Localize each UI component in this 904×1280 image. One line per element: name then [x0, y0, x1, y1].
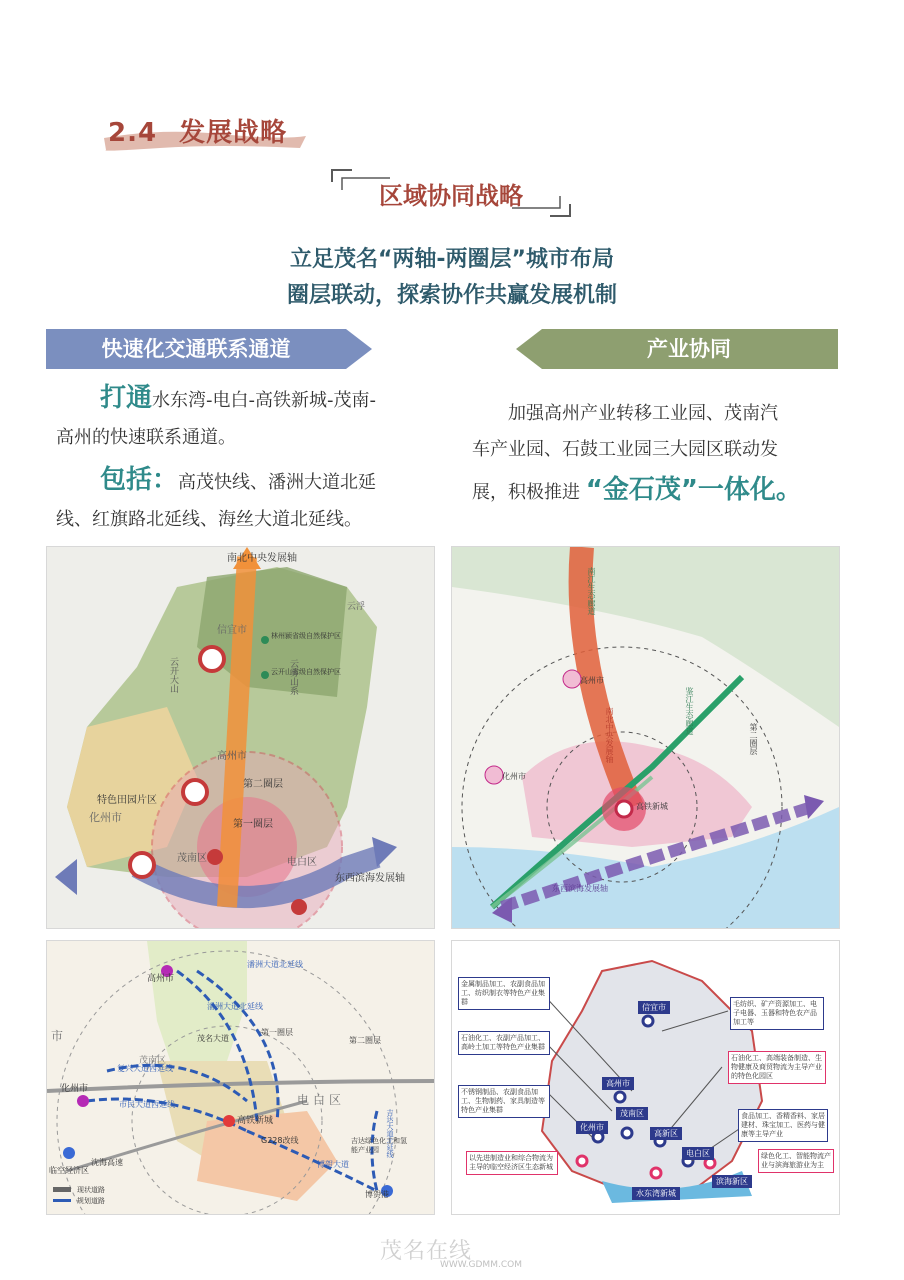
map-regional-axes — [46, 546, 435, 929]
map-industry — [451, 940, 840, 1215]
m4-note6: 石油化工、高端装备制造、生物健康及商贸物流为主导产业的特色化园区 — [728, 1051, 826, 1084]
m4-xinyi: 信宜市 — [638, 1001, 670, 1014]
m1-reserve1: 林州颍省级自然保护区 — [271, 632, 341, 640]
watermark-brand: 茂名在线 — [380, 1239, 473, 1264]
frame-title: 区域协同战略 — [379, 182, 523, 210]
m4-note5: 毛纺织、矿产资源加工、电子电器、玉器和特色农产品加工等 — [730, 997, 824, 1030]
m1-dianbai: 电白区 — [287, 857, 317, 868]
m3-ring2: 第二圈层 — [349, 1036, 381, 1045]
m3-airport: 临空经济区 — [49, 1166, 89, 1175]
m3-legend-plan: 规划道路 — [77, 1197, 105, 1205]
m2-axis-ew: 东西滨海发展轴 — [552, 884, 608, 893]
m1-reserve2: 云开山省级自然保护区 — [271, 668, 341, 676]
m4-huazhou: 化州市 — [576, 1121, 608, 1134]
left-para1-text: 水东湾-电白-高铁新城-茂南- — [152, 390, 376, 411]
section-number: 2.4 — [108, 118, 158, 148]
highlight-baokuo: 包括： — [100, 465, 179, 495]
m4-note7: 食品加工、香精香料、家居建材、珠宝加工、医药与健康等主导产业 — [738, 1109, 828, 1142]
m3-gaozhou: 高州市 — [147, 974, 175, 984]
m4-maonan: 茂南区 — [616, 1107, 648, 1120]
m4-note4: 以先进制造业和综合物流为主导的临空经济区生态新城 — [466, 1151, 558, 1175]
m1-xinyi: 信宜市 — [217, 625, 247, 636]
left-para2-line2: 线、红旗路北延线、海丝大道北延线。 — [56, 509, 362, 530]
highlight-datong: 打通 — [100, 383, 153, 413]
m3-road4: 市民大道西延线 — [119, 1100, 175, 1109]
m1-axis-ns: 南北中央发展轴 — [227, 553, 297, 564]
section-heading — [108, 112, 287, 149]
m3-road9: 茂名大道 — [197, 1034, 229, 1043]
m3-jida: 吉达绿色化工和氢能产业园 — [351, 1137, 407, 1154]
m3-bohe: 博贺港 — [365, 1190, 389, 1199]
m2-core: 高铁新城 — [636, 802, 668, 811]
m3-road8: 吉达大道北延线 — [386, 1109, 394, 1158]
m4-note1: 金属制品加工、农副食品加工、纺织制衣等特色产业集群 — [458, 977, 550, 1010]
m3-huazhou: 化州市 — [61, 1084, 89, 1094]
m4-binhai: 滨海新区 — [712, 1175, 752, 1188]
m3-ring1: 第一圈层 — [261, 1028, 293, 1037]
banner-left-label: 快速化交通联系通道 — [101, 337, 291, 361]
m2-ring2: 第二圈层 — [749, 723, 758, 755]
m1-field: 特色田园片区 — [97, 795, 157, 806]
m4-dianbai: 电白区 — [682, 1147, 714, 1160]
m2-axis-green: 南江生态廊道 — [587, 567, 596, 615]
map-transport — [46, 940, 435, 1215]
m4-note8: 绿色化工、智能物流产业与滨海旅游业为主 — [758, 1149, 834, 1173]
m1-gaozhou: 高州市 — [217, 751, 247, 762]
m4-note2: 石油化工、农副产品加工、高岭土加工等特色产业集群 — [458, 1031, 550, 1055]
right-line2: 车产业园、石鼓工业园三大园区联动发 — [472, 439, 778, 460]
m3-gtxc: 高铁新城 — [237, 1116, 274, 1126]
right-line3-text: 展，积极推进 — [472, 482, 580, 503]
lead-line-1: 立足茂名“两轴-两圈层”城市布局 — [289, 247, 615, 272]
m3-road3: 复兴大道西延线 — [117, 1064, 173, 1073]
m3-road7: 博贺大道 — [317, 1160, 349, 1169]
m1-maonan: 茂南区 — [177, 853, 207, 864]
left-para2-line1 — [100, 462, 430, 501]
left-para1-line1 — [100, 380, 440, 419]
m3-legend-now: 现状道路 — [77, 1186, 105, 1194]
m1-ring1: 第一圈层 — [233, 819, 273, 830]
highlight-jinshimao: “金石茂”一体化。 — [585, 475, 802, 505]
m3-shi: 市 — [51, 1029, 64, 1043]
m1-cloud: 云浮 — [347, 602, 366, 612]
m3-road6: 沈海高速 — [91, 1158, 123, 1167]
m1-huazhou: 化州市 — [89, 811, 122, 824]
left-para2-text: 高茂快线、潘洲大道北延 — [178, 472, 377, 493]
m4-gaozhou: 高州市 — [602, 1077, 634, 1090]
m2-gaozhou: 高州市 — [580, 676, 604, 685]
m2-axis-ns: 南北中央发展轴 — [605, 707, 614, 763]
m4-note3: 不锈钢制品、农副食品加工、生物制药、家具制造等特色产业集群 — [458, 1085, 550, 1118]
m2-axis-green2: 鉴江生态廊道 — [685, 687, 694, 735]
left-para1-line2: 高州的快速联系通道。 — [56, 427, 236, 448]
m2-huazhou: 化州市 — [502, 772, 526, 781]
m1-range1: 云开大山 — [168, 657, 178, 693]
m4-gaoxin: 高新区 — [650, 1127, 682, 1140]
m4-shuidong: 水东湾新城 — [632, 1187, 680, 1200]
m3-road1: 潘洲大道北延线 — [247, 960, 303, 969]
lead-line-2: 圈层联动，探索协作共赢发展机制 — [286, 283, 617, 308]
m3-road5: G228改线 — [261, 1136, 299, 1145]
map-axes-rings — [451, 546, 840, 929]
m1-ring2: 第二圈层 — [243, 779, 283, 790]
m1-range2: 云雾山系 — [288, 659, 298, 695]
section-title: 发展战略 — [179, 118, 288, 148]
right-line3 — [472, 472, 838, 511]
m3-road2: 潘洲大道北延线 — [207, 1002, 263, 1011]
m3-maonan: 茂南区 — [139, 1056, 167, 1066]
m1-axis-ew: 东西滨海发展轴 — [335, 873, 405, 884]
m3-dianbai: 电白区 — [297, 1093, 346, 1107]
right-line1: 加强高州产业转移工业园、茂南汽 — [508, 403, 778, 424]
watermark-url: WWW.GDMM.COM — [440, 1260, 522, 1270]
banner-right-label: 产业协同 — [647, 337, 731, 361]
